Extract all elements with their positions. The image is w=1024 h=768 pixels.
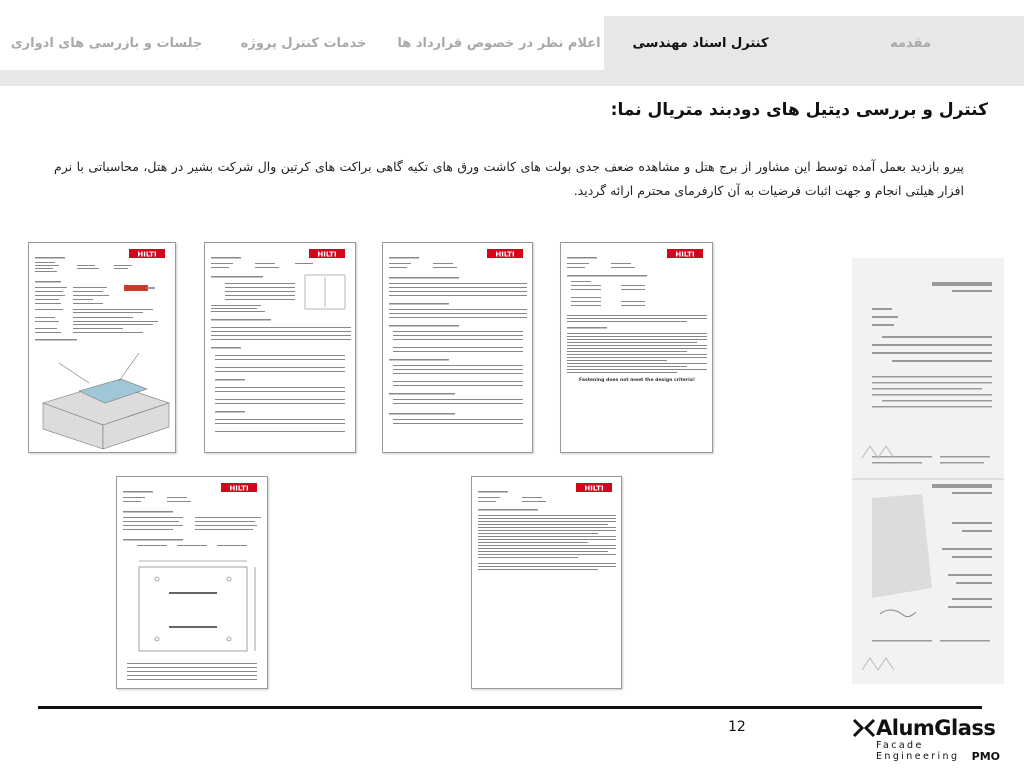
tab-introduction[interactable] xyxy=(797,16,1024,70)
hilti-report-page-6 xyxy=(471,476,622,689)
logo-pmo: PMO xyxy=(971,750,1000,763)
hilti-report-page-2 xyxy=(204,242,356,453)
alumglass-logo-icon xyxy=(852,718,876,738)
hilti-report-page-4 xyxy=(560,242,713,453)
scanned-letter xyxy=(852,258,1004,684)
alumglass-logo xyxy=(852,716,1002,764)
svg-text:HILTI: HILTI xyxy=(229,484,249,493)
hilti-report-page-1 xyxy=(28,242,176,453)
svg-text:HILTI: HILTI xyxy=(675,250,695,259)
tab-label: کنترل اسناد مهندسی xyxy=(632,35,769,51)
hilti-report-page-5 xyxy=(116,476,268,689)
page-number: 12 xyxy=(728,719,746,735)
section-paragraph: پیرو بازدید بعمل آمده توسط این مشاور از برج هتل و مشاهده ضعف جدی بولت های کاشت ورق های تکیه گاهی براکت های کرتین وال شرکت بشیر در هتل، محاسباتی با نرم افزار هیلتی انجام و جهت اثبات فرضیات به آن کارفرمای محترم ارائه گردید. xyxy=(54,159,964,198)
svg-text:HILTI: HILTI xyxy=(137,250,157,259)
tab-periodic-meetings[interactable] xyxy=(0,16,213,70)
logo-tagline: Facade Engineering xyxy=(876,740,960,762)
tab-contract-opinion[interactable] xyxy=(394,16,604,70)
hilti-report-page-3 xyxy=(382,242,533,453)
tab-label: خدمات کنترل پروژه xyxy=(240,35,367,51)
svg-text:HILTI: HILTI xyxy=(495,250,515,259)
tab-underline-strip xyxy=(0,70,1024,86)
conclusion-text: Fastening does not meet the design criteria! xyxy=(579,378,695,383)
tab-label: مقدمه xyxy=(890,35,931,51)
tab-label: جلسات و بازرسی های ادواری xyxy=(10,35,203,51)
tab-label: اعلام نظر در خصوص قرارداد ها xyxy=(397,35,601,51)
section-title: کنترل و بررسی دیتیل های دودبند متریال نما: xyxy=(610,100,988,120)
logo-brand-name: AlumGlass xyxy=(876,716,996,740)
svg-text:HILTI: HILTI xyxy=(317,250,337,259)
tab-bar xyxy=(0,16,1024,86)
tab-engineering-docs-control[interactable] xyxy=(604,16,797,70)
tab-project-control-services[interactable] xyxy=(213,16,394,70)
footer-divider xyxy=(38,706,982,709)
svg-text:HILTI: HILTI xyxy=(584,484,604,493)
